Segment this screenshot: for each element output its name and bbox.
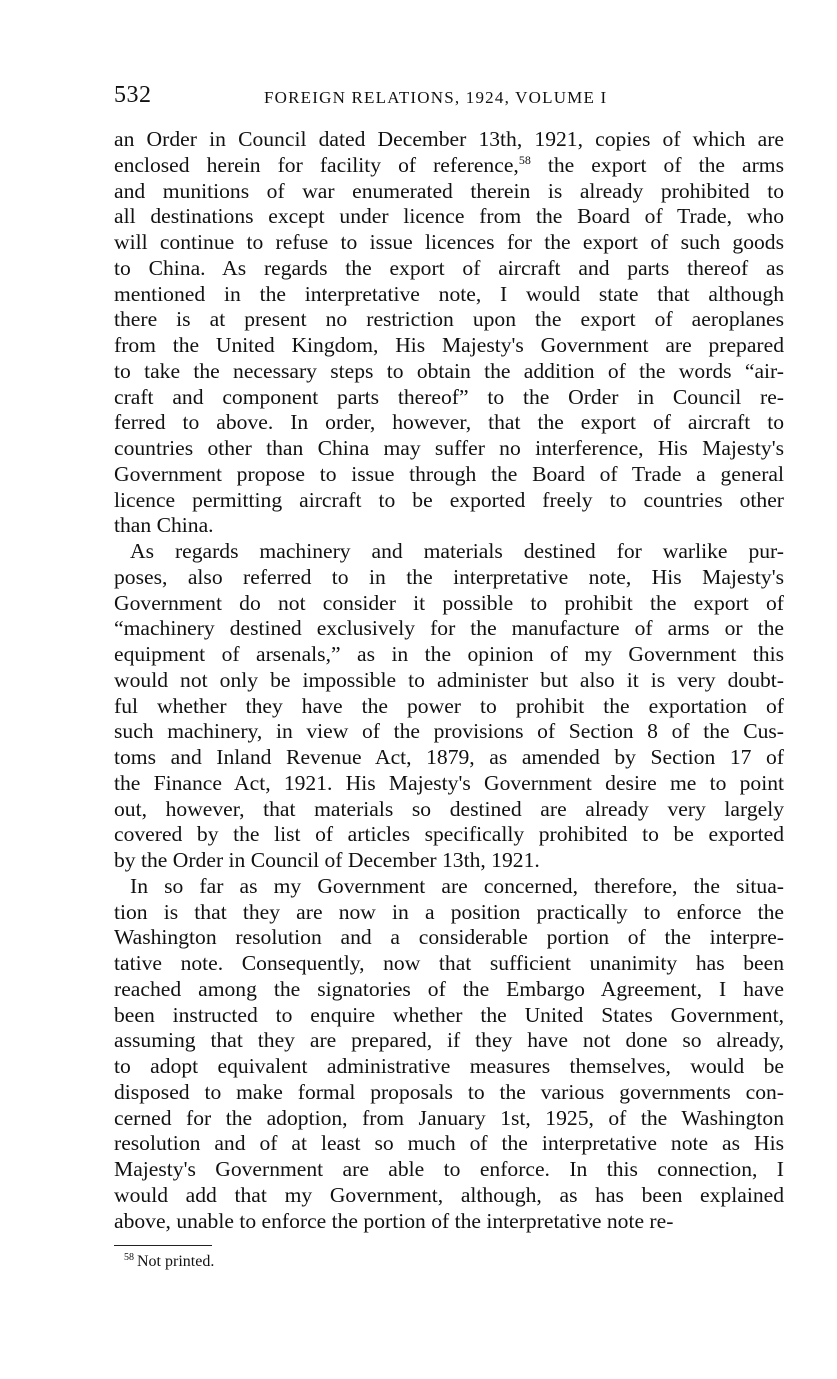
running-head: FOREIGN RELATIONS, 1924, VOLUME I <box>264 88 608 107</box>
text-line: to adopt equivalent administrative measures themselves, would be <box>114 1054 784 1078</box>
text-line: countries other than China may suffer no interference, His Majesty's <box>114 436 784 460</box>
text-line: Washington resolution and a considerable portion of the interpre- <box>114 925 784 950</box>
text-line: resolution and of at least so much of the interpretative note as His <box>114 1131 784 1156</box>
text-line: all destinations except under licence from the Board of Trade, who <box>114 204 784 229</box>
footnote-text: Not printed. <box>137 1253 215 1270</box>
text-line: would add that my Government, although, as has been explained <box>114 1182 784 1207</box>
text-line: Government do not consider it possible to prohibit the export of <box>114 590 784 615</box>
text-line: the Finance Act, 1921. His Majesty's Government desire me to point <box>114 770 784 795</box>
text-line: to China. As regards the export of aircraft and parts thereof as <box>114 255 784 280</box>
footnote-number: 58 <box>124 1251 134 1263</box>
body-text <box>114 127 784 1234</box>
text-line: an Order in Council dated December 13th, 1921, copies of which are <box>114 127 784 151</box>
paragraph <box>114 127 784 539</box>
footnote-divider <box>114 1245 212 1246</box>
text-line: equipment of arsenals,” as in the opinion of my Government this <box>114 642 784 666</box>
text-line: “machinery destined exclusively for the manufacture of arms or the <box>114 616 784 641</box>
text-line: licence permitting aircraft to be exported freely to countries other <box>114 487 784 512</box>
text-line: disposed to make formal proposals to the various governments con- <box>114 1079 784 1104</box>
text-line: will continue to refuse to issue licences for the export of such goods <box>114 230 784 254</box>
footnote <box>124 1253 214 1271</box>
text-line: enclosed herein for facility of reference,$^{58}$ the export of the arms <box>114 152 784 177</box>
text-line: and munitions of war enumerated therein is already prohibited to <box>114 178 784 203</box>
text-line: Government propose to issue through the Board of Trade a general <box>114 461 784 486</box>
text-line: been instructed to enquire whether the United States Government, <box>114 1002 784 1027</box>
paragraph <box>114 539 784 874</box>
text-line: poses, also referred to in the interpretative note, His Majesty's <box>114 564 784 589</box>
text-line: would not only be impossible to administer but also it is very doubt- <box>114 667 784 692</box>
text-line: covered by the list of articles specifically prohibited to be exported <box>114 822 784 847</box>
text-line: As regards machinery and materials destined for warlike pur- <box>130 539 784 563</box>
text-line: tative note. Consequently, now that sufficient unanimity has been <box>114 951 784 975</box>
text-line: reached among the signatories of the Embargo Agreement, I have <box>114 976 784 1001</box>
text-line: toms and Inland Revenue Act, 1879, as amended by Section 17 of <box>114 745 784 769</box>
text-line: craft and component parts thereof” to the Order in Council re- <box>114 384 784 409</box>
text-line: than China. <box>114 513 214 538</box>
page-number: 532 <box>114 82 152 108</box>
text-line: mentioned in the interpretative note, I would state that although <box>114 281 784 306</box>
text-line: Majesty's Government are able to enforce. In this connection, I <box>114 1157 784 1181</box>
text-line: out, however, that materials so destined are already very largely <box>114 796 784 821</box>
text-line: ferred to above. In order, however, that the export of aircraft to <box>114 410 784 435</box>
text-line: assuming that they are prepared, if they have not done so already, <box>114 1028 784 1053</box>
text-line: above, unable to enforce the portion of the interpretative note re- <box>114 1208 674 1233</box>
text-line: such machinery, in view of the provisions of Section 8 of the Cus- <box>114 719 784 744</box>
paragraph <box>114 874 784 1235</box>
page-header <box>114 82 784 114</box>
text-line: there is at present no restriction upon the export of aeroplanes <box>114 307 784 332</box>
text-line: cerned for the adoption, from January 1st, 1925, of the Washington <box>114 1105 784 1130</box>
text-line: tion is that they are now in a position practically to enforce the <box>114 899 784 924</box>
text-line: In so far as my Government are concerned, therefore, the situa- <box>130 873 784 898</box>
text-line: by the Order in Council of December 13th, 1921. <box>114 848 540 872</box>
footnote-reference: 58 <box>518 152 531 167</box>
text-line: from the United Kingdom, His Majesty's Government are prepared <box>114 333 784 357</box>
text-line: to take the necessary steps to obtain the addition of the words “air- <box>114 358 784 383</box>
text-line: ful whether they have the power to prohibit the exportation of <box>114 693 784 718</box>
